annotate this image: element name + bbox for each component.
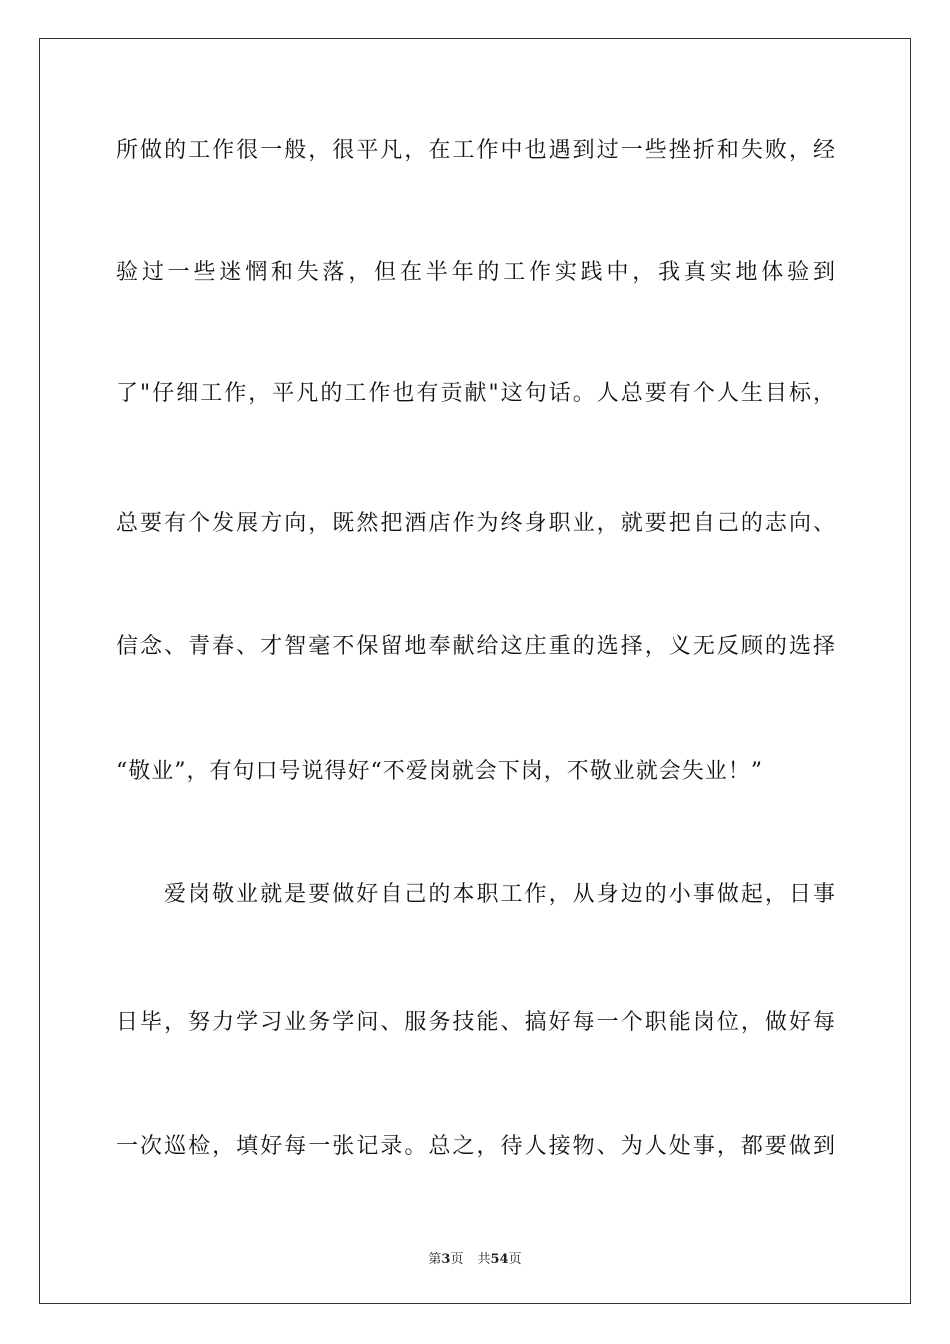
page-number: 3: [441, 1252, 451, 1267]
page-border: [39, 38, 911, 1304]
total-prefix: 共: [477, 1252, 491, 1267]
text-line: 信念、青春、才智毫不保留地奉献给这庄重的选择，义无反顾的选择: [116, 634, 836, 659]
total-pages: 54: [490, 1252, 509, 1267]
text-line: 日毕，努力学习业务学问、服务技能、搞好每一个职能岗位，做好每: [116, 1010, 836, 1035]
text-line: 总要有个发展方向，既然把酒店作为终身职业，就要把自己的志向、: [116, 511, 836, 536]
text-line: 所做的工作很一般，很平凡，在工作中也遇到过一些挫折和失败，经: [116, 138, 836, 163]
text-line: 了"仔细工作，平凡的工作也有贡献"这句话。人总要有个人生目标，: [116, 381, 836, 406]
text-line: “敬业”，有句口号说得好“不爱岗就会下岗，不敬业就会失业！”: [116, 759, 763, 784]
page-footer: [0, 1248, 950, 1267]
text-line: 一次巡检，填好每一张记录。总之，待人接物、为人处事，都要做到: [116, 1134, 836, 1159]
text-line: 验过一些迷惘和失落，但在半年的工作实践中，我真实地体验到: [116, 260, 836, 285]
page-prefix: 第: [428, 1252, 442, 1267]
total-suffix: 页: [508, 1252, 522, 1267]
paragraph-first-line: 爱岗敬业就是要做好自己的本职工作，从身边的小事做起，日事: [164, 882, 836, 907]
page-suffix: 页: [450, 1252, 464, 1267]
